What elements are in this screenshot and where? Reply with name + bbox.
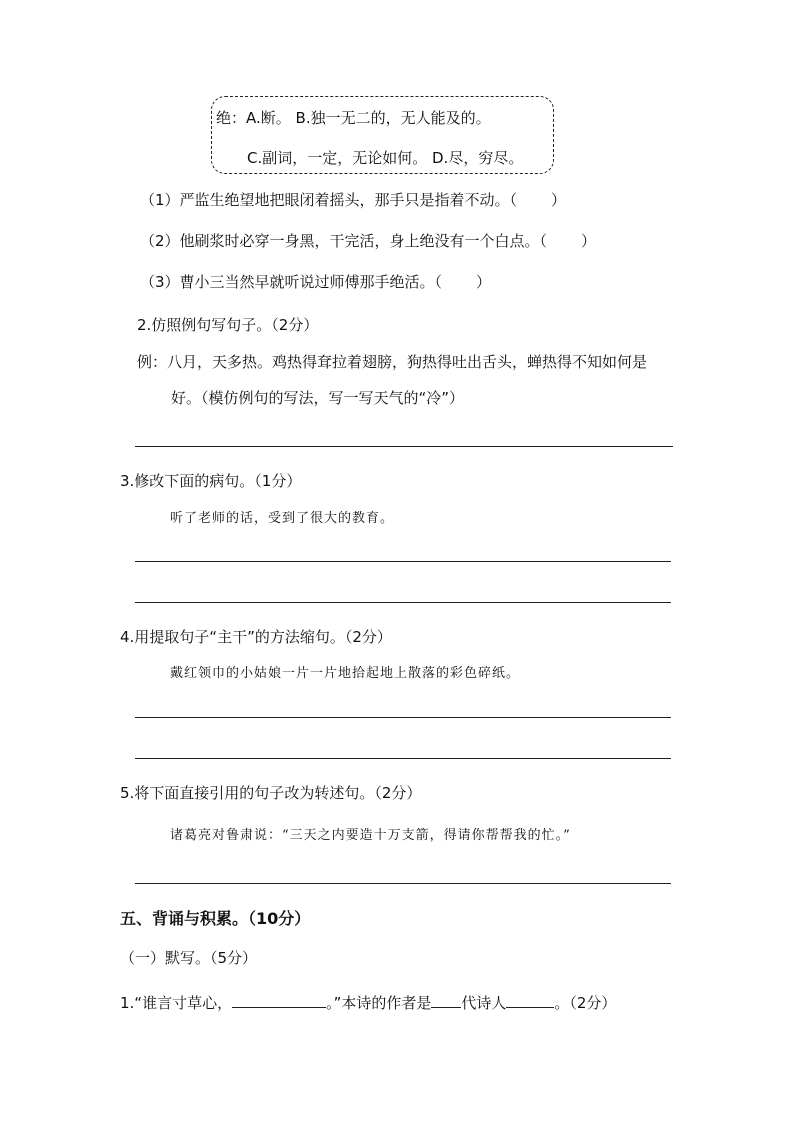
poet-blank[interactable] [506,993,554,1008]
q1-item-2 [140,234,596,249]
section-5-heading: 五、背诵与积累。（10分） [120,909,311,928]
q1-item-1-text: （1）严监生绝望地把眼闭着摇头，那手只是指着不动。（ [140,191,518,209]
poem-question-part-1: 1.“谁言寸草心， [120,994,233,1012]
q2-title: 2.仿照例句写句子。（2分） [137,316,319,334]
q1-item-3-close: ） [476,273,492,291]
q4-answer-line-2[interactable] [135,758,671,759]
q3-title: 3.修改下面的病句。（1分） [120,472,302,490]
q3-sentence: 听了老师的话，受到了很大的教育。 [170,511,395,526]
q2-example-line-2: 好。（模仿例句的写法，写一写天气的“冷”） [171,389,465,407]
poem-question [120,993,616,1011]
definition-line-2: C.副词，一定，无论如何。 D.尽，穷尽。 [247,149,524,167]
q1-item-1 [140,193,566,208]
poem-question-part-2: 。”本诗的作者是 [326,994,432,1012]
definition-line-1: 绝：A.断。 B.独一无二的，无人能及的。 [216,109,491,127]
q1-item-2-text: （2）他刷浆时必穿一身黑，干完活，身上绝没有一个白点。（ [140,232,548,250]
q1-item-3 [140,275,491,290]
poem-question-part-3: 代诗人 [461,994,507,1012]
q5-answer-line[interactable] [135,883,671,884]
q3-answer-line-1[interactable] [135,561,671,562]
q3-answer-line-2[interactable] [135,602,671,603]
q1-item-2-close: ） [581,232,597,250]
section-5-subheading: （一）默写。（5分） [120,949,258,967]
poem-line-blank[interactable] [232,993,326,1008]
q1-item-3-text: （3）曹小三当然早就听说过师傅那手绝活。（ [140,273,443,291]
poem-question-part-4: 。（2分） [554,994,617,1012]
q5-sentence: 诸葛亮对鲁肃说：“三天之内要造十万支箭，得请你帮帮我的忙。” [170,828,571,843]
dynasty-blank[interactable] [431,993,461,1008]
q4-sentence: 戴红领巾的小姑娘一片一片地拾起地上散落的彩色碎纸。 [170,666,521,681]
q2-answer-line[interactable] [135,446,673,447]
q5-title: 5.将下面直接引用的句子改为转述句。（2分） [120,784,422,802]
q4-answer-line-1[interactable] [135,717,671,718]
q4-title: 4.用提取句子“主干”的方法缩句。（2分） [120,628,392,646]
q2-example-line-1: 例：八月，天多热。鸡热得耷拉着翅膀，狗热得吐出舌头，蝉热得不知如何是 [137,353,648,371]
q1-item-1-close: ） [551,191,567,209]
